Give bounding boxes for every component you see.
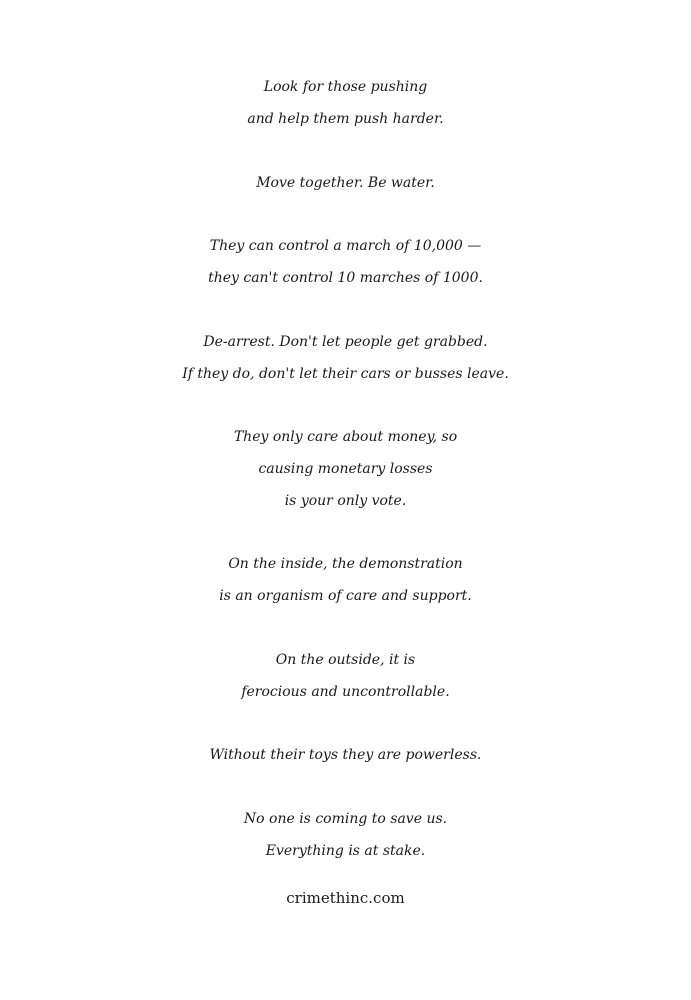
text-line: They can control a march of 10,000 — [209, 238, 482, 254]
stanza-be-water [0, 167, 691, 199]
text-line: Without their toys they are powerless. [209, 747, 482, 763]
text-line: If they do, don't let their cars or busses leave. [182, 366, 509, 382]
stanza-marches [0, 230, 691, 294]
text-line: causing monetary losses [258, 461, 433, 477]
stanza-toys [0, 739, 691, 771]
text-line: and help them push harder. [247, 111, 444, 127]
text-line: Move together. Be water. [256, 175, 435, 191]
stanza-no-one [0, 803, 691, 867]
text-line: Everything is at stake. [265, 843, 426, 859]
stanza-outside [0, 644, 691, 708]
text-line: ferocious and uncontrollable. [241, 684, 450, 700]
stanza-inside [0, 548, 691, 612]
text-line: is your only vote. [284, 493, 407, 509]
text-line: On the outside, it is [275, 652, 416, 668]
stanza-de-arrest [0, 326, 691, 390]
text-line: Look for those pushing [263, 79, 428, 95]
text-line: No one is coming to save us. [243, 811, 448, 827]
stanza-push-harder [0, 71, 691, 135]
stanza-money [0, 421, 691, 517]
text-line: They only care about money, so [233, 429, 458, 445]
text-line: De-arrest. Don't let people get grabbed. [203, 334, 488, 350]
text-line: is an organism of care and support. [219, 588, 472, 604]
footer-url: crimethinc.com [286, 889, 405, 907]
text-line: On the inside, the demonstration [228, 556, 463, 572]
text-line: they can't control 10 marches of 1000. [208, 270, 483, 286]
